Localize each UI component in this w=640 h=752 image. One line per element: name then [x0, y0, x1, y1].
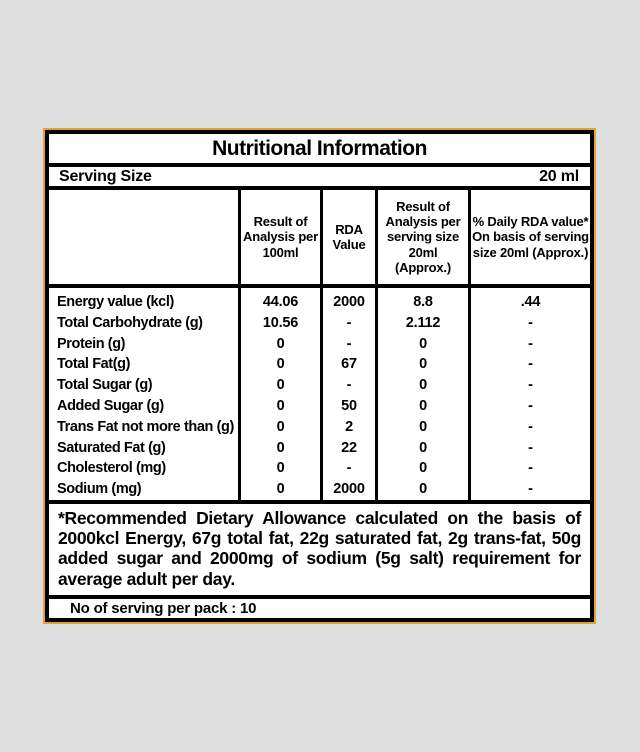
- column-daily-pct-values: [471, 288, 590, 500]
- per-100ml-value: 0: [276, 335, 285, 352]
- serving-size-row: [49, 167, 590, 190]
- daily-pct-value: -: [528, 314, 533, 331]
- nutrient-name: Saturated Fat (g): [57, 439, 166, 456]
- column-nutrient-names: [49, 288, 241, 500]
- per-100ml-value: 0: [276, 481, 285, 498]
- per-serving-value: 0: [419, 460, 427, 477]
- per-100ml-value: 44.06: [262, 294, 299, 310]
- rda-value: -: [346, 377, 352, 394]
- daily-pct-value: -: [528, 335, 533, 352]
- rda-value: -: [346, 335, 352, 352]
- per-100ml-value: 0: [276, 460, 285, 477]
- per-serving-value: 0: [419, 356, 427, 373]
- nutrient-name: Sodium (mg): [57, 481, 142, 498]
- column-per-serving-values: [378, 288, 471, 500]
- per-100ml-value: 0: [276, 397, 285, 414]
- rda-footnote: *Recommended Dietary Allowance calculated on the basis of 2000kcl Energy, 67g total fat, 22g saturated fat, 2g trans-fat, 50g added sugar and 2000mg of sodium (5g salt) requirement for average adult per day.: [49, 500, 590, 595]
- daily-pct-value: -: [528, 397, 533, 414]
- nutrient-name: Added Sugar (g): [57, 397, 164, 414]
- rda-value: 2000: [333, 294, 365, 310]
- nutrient-name: Total Carbohydrate (g): [57, 314, 203, 331]
- header-per-serving: Result of Analysis per serving size 20ml (Approx.): [378, 190, 471, 284]
- per-100ml-value: 0: [276, 418, 285, 435]
- daily-pct-value: -: [528, 481, 533, 498]
- rda-value: 2000: [333, 481, 365, 498]
- per-serving-value: 0: [419, 481, 427, 498]
- table-body: [49, 288, 590, 500]
- rda-value: 2: [345, 418, 353, 435]
- nutrient-name: Total Fat(g): [57, 356, 131, 373]
- nutrient-name: Total Sugar (g): [57, 377, 153, 394]
- per-serving-value: 0: [419, 439, 427, 456]
- rda-value: 22: [341, 439, 357, 456]
- servings-per-pack-row: [49, 595, 590, 618]
- per-serving-value: 0: [419, 397, 427, 414]
- per-100ml-value: 0: [276, 356, 285, 373]
- nutrition-information-panel: [45, 130, 594, 622]
- rda-value: -: [346, 460, 352, 477]
- daily-pct-value: -: [528, 418, 533, 435]
- header-nutrient: [49, 190, 241, 284]
- nutrient-name: Trans Fat not more than (g): [57, 418, 234, 435]
- per-serving-value: 0: [419, 335, 427, 352]
- rda-value: 50: [341, 397, 357, 414]
- rda-value: 67: [341, 356, 357, 373]
- per-serving-value: 0: [419, 377, 427, 394]
- per-100ml-value: 10.56: [262, 314, 299, 331]
- header-per-100ml: Result of Analysis per 100ml: [241, 190, 323, 284]
- serving-size-label: Serving Size: [59, 167, 152, 185]
- daily-pct-value: -: [528, 439, 533, 456]
- daily-pct-value: -: [528, 377, 533, 394]
- column-rda-values: [323, 288, 378, 500]
- rda-value: -: [346, 314, 352, 331]
- daily-pct-value: -: [528, 356, 533, 373]
- serving-size-value: 20 ml: [539, 167, 579, 185]
- per-serving-value: 8.8: [413, 294, 433, 310]
- nutrient-name: Protein (g): [57, 335, 126, 352]
- header-rda-value: RDA Value: [323, 190, 378, 284]
- table-header-row: [49, 190, 590, 288]
- nutrient-name: Energy value (kcl): [57, 294, 174, 310]
- per-serving-value: 0: [419, 418, 427, 435]
- daily-pct-value: -: [528, 460, 533, 477]
- per-serving-value: 2.112: [405, 314, 441, 331]
- header-daily-pct: % Daily RDA value* On basis of serving size 20ml (Approx.): [472, 214, 589, 260]
- servings-per-pack-text: No of serving per pack : 10: [70, 599, 257, 617]
- per-100ml-value: 0: [276, 439, 285, 456]
- panel-title: Nutritional Information: [49, 134, 590, 167]
- nutrient-name: Cholesterol (mg): [57, 460, 166, 477]
- daily-pct-value: .44: [520, 294, 541, 310]
- column-per-100ml-values: [241, 288, 323, 500]
- per-100ml-value: 0: [276, 377, 285, 394]
